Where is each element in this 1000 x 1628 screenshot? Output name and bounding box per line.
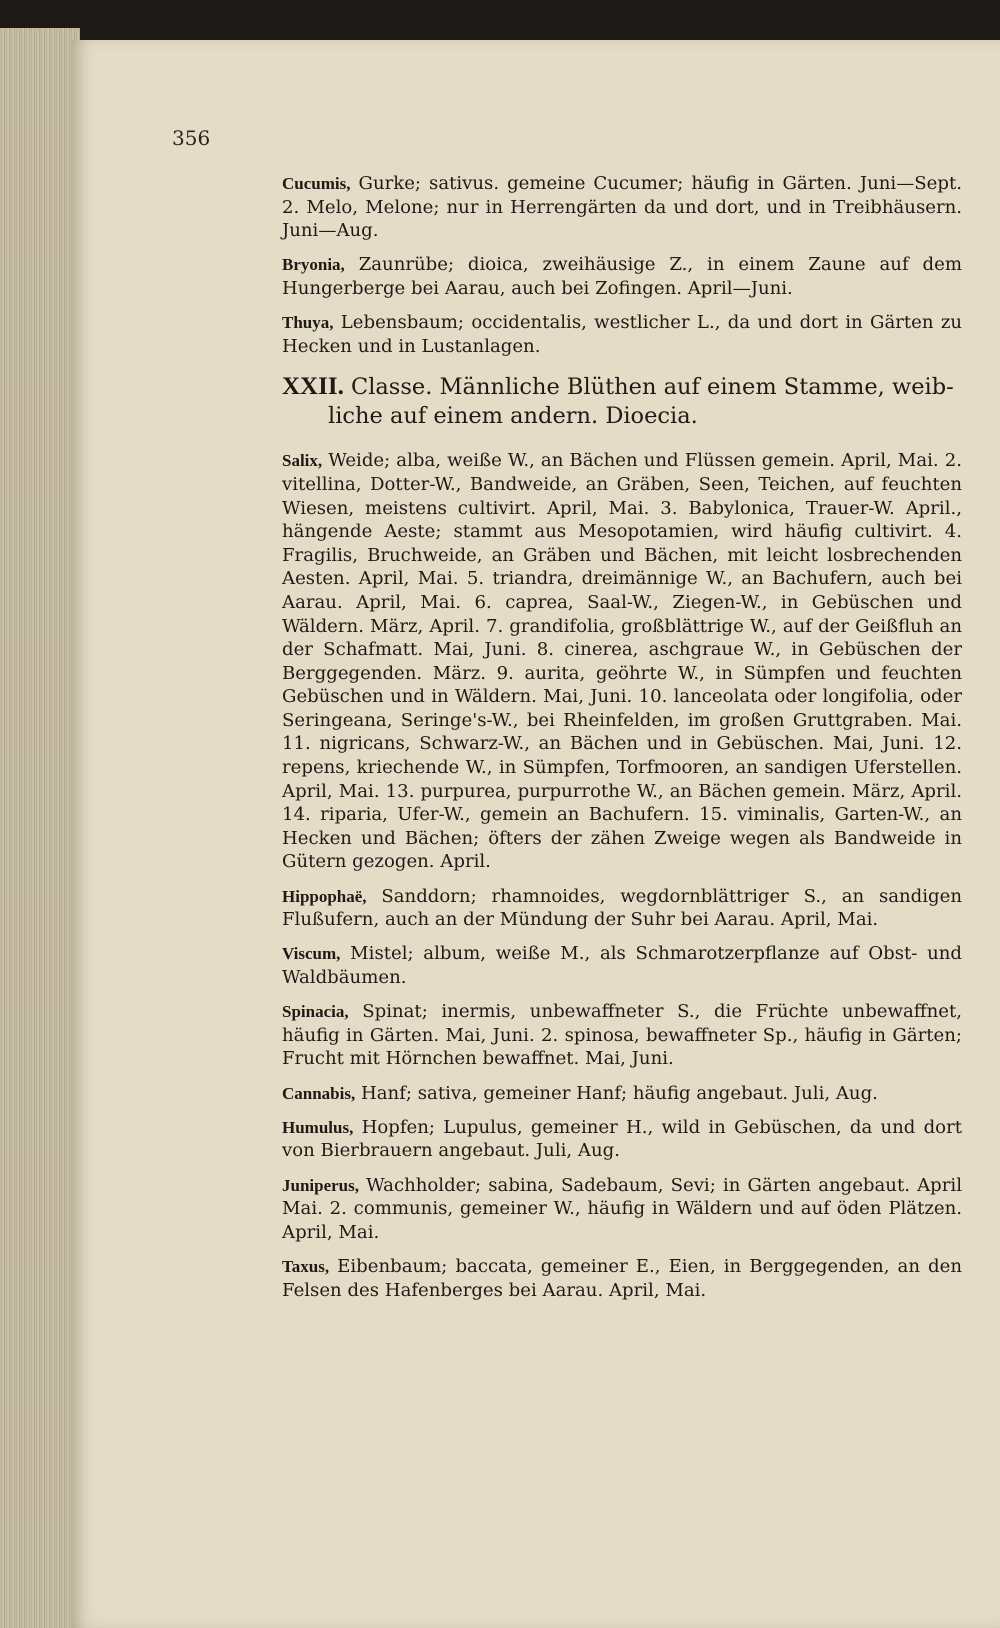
entry-text: Spinat; inermis, unbewaffneter S., die Früchte unbewaffnet, häufig in Gärten. Mai, Juni. 2. spinosa, bewaffneter Sp., häufig in Gärten; Frucht mit Hörnchen bewaffnet. Mai, Juni. — [282, 1001, 962, 1070]
genus-name: Humulus, — [282, 1117, 354, 1137]
entry-bryonia — [282, 253, 962, 300]
page-number: 356 — [172, 126, 211, 150]
class-heading-line2: liche auf einem andern. Dioecia. — [328, 403, 698, 430]
class-heading — [282, 372, 962, 431]
entry-text: Gurke; sativus. gemeine Cucumer; häufig in Gärten. Juni—Sept. 2. Melo, Melone; nur in Herrengärten da und dort, und in Treibhäusern. Juni—Aug. — [282, 173, 962, 242]
entry-viscum — [282, 942, 962, 989]
genus-name: Cucumis, — [282, 174, 351, 193]
genus-name: Juniperus, — [282, 1175, 359, 1195]
entry-text: Mistel; album, weiße M., als Schmarotzerpflanze auf Obst- und Waldbäumen. — [282, 943, 962, 988]
genus-name: Thuya, — [282, 313, 334, 333]
entry-cucumis — [282, 172, 962, 243]
entry-hippophae — [282, 885, 962, 932]
genus-name: Spinacia, — [282, 1002, 349, 1022]
entry-text: Lebensbaum; occidentalis, westlicher L., da und dort in Gärten zu Hecken und in Lustanlagen. — [282, 312, 962, 357]
genus-name: Cannabis, — [282, 1083, 356, 1103]
entry-text: Hopfen; Lupulus, gemeiner H., wild in Gebüschen, da und dort von Bierbrauern angebaut. Juli, Aug. — [282, 1116, 962, 1162]
entry-taxus — [282, 1255, 962, 1302]
genus-name: Bryonia, — [282, 255, 345, 275]
page-text — [282, 172, 962, 1313]
class-numeral: XXII. — [282, 373, 344, 401]
entry-spinacia — [282, 1000, 962, 1071]
entry-text: Sanddorn; rhamnoides, wegdornblättriger S., an sandigen Flußufern, auch an der Mündung der Suhr bei Aarau. April, Mai. — [282, 885, 962, 931]
entry-text: Weide; alba, weiße W., an Bächen und Flüssen gemein. April, Mai. 2. vitellina, Dotter-W., Bandweide, an Gräben, Seen, Teichen, auf feuchten Wiesen, meistens cultivirt. April, Mai. 3. Babylonica, Trauer-W. April., hängende Aeste; stammt aus Mesopotamien, wird häufig cultivirt. 4. Fragilis, Bruchweide, an Gräben und Bächen, mit leicht losbrechenden Aesten. April, Mai. 5. triandra, dreimännige W., an Bachufern, auch bei Aarau. April, Mai. 6. caprea, Saal-W., Ziegen-W., in Gebüschen und Wäldern. März, April. 7. grandifolia, großblättrige W., auf der Geißfluh an der Schafmatt. Mai, Juni. 8. cinerea, aschgraue W., in Gebüschen der Berggegenden. März. 9. aurita, geöhrte W., in Sümpfen und feuchten Gebüschen und in Wäldern. Mai, Juni. 10. lanceolata oder longifolia, oder Seringeana, Seringe's-W., bei Rheinfelden, im großen Gruttgraben. Mai. 11. nigricans, Schwarz-W., an Bächen und in Gebüschen. Mai, Juni. 12. repens, kriechende W., in Sümpfen, Torfmooren, an sandigen Uferstellen. April, Mai. 13. purpurea, purpurrothe W., an Bächen gemein. März, April. 14. riparia, Ufer-W., gemein an Bachufern. 15. viminalis, Garten-W., an Hecken und Bächen; öfters der zähen Zweige wegen als Bandweide in Gütern gezogen. April. — [282, 450, 962, 873]
genus-name: Taxus, — [282, 1256, 330, 1276]
entry-cannabis — [282, 1082, 962, 1106]
entry-humulus — [282, 1116, 962, 1163]
entry-salix — [282, 449, 962, 874]
entry-text: Hanf; sativa, gemeiner Hanf; häufig angebaut. Juli, Aug. — [355, 1082, 878, 1104]
entry-juniperus — [282, 1174, 962, 1245]
class-heading-line1: Classe. Männliche Blüthen auf einem Stamme, weib- — [343, 374, 954, 401]
entry-text: Wachholder; sabina, Sadebaum, Sevi; in Gärten angebaut. April Mai. 2. communis, gemeiner W., häufig in Wäldern und auf öden Plätzen. April, Mai. — [282, 1174, 962, 1243]
book-page-edges — [0, 28, 80, 1628]
entry-text: Zaunrübe; dioica, zweihäusige Z., in einem Zaune auf dem Hungerberge bei Aarau, auch bei Zofingen. April—Juni. — [282, 254, 962, 299]
genus-name: Viscum, — [282, 944, 341, 964]
genus-name: Salix, — [282, 451, 323, 471]
entry-thuya — [282, 311, 962, 358]
entry-text: Eibenbaum; baccata, gemeiner E., Eien, in Berggegenden, an den Felsen des Hafenberges bei Aarau. April, Mai. — [282, 1255, 962, 1301]
genus-name: Hippophaë, — [282, 886, 367, 906]
